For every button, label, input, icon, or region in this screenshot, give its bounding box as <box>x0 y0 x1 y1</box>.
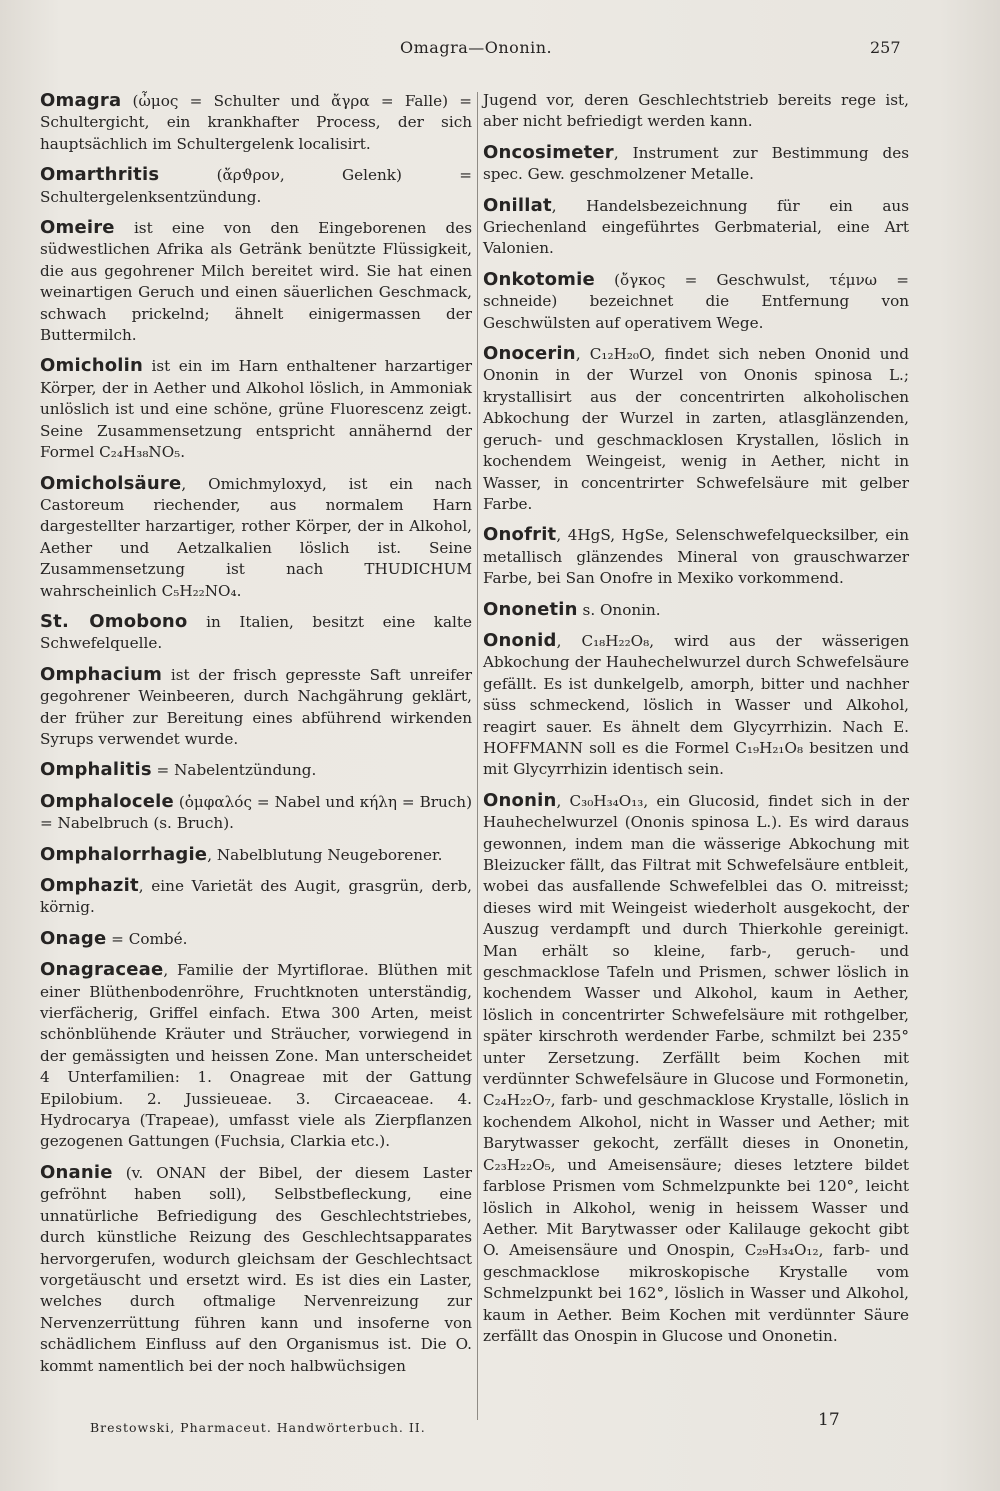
headword: Omphalorrhagie <box>40 843 208 865</box>
entry-text: ist der frisch gepresste Saft unreifer gegohrener Weinbeeren, durch Nachgährung geklärt, der früher zur Bereitung eines abführend wirkenden Syrups verwendet wurde. <box>40 665 472 748</box>
headword: Omicholin <box>40 355 144 377</box>
entry-text: (ὀμφαλός = Nabel und κήλη = Bruch) = Nabelbruch (s. Bruch). <box>40 792 472 833</box>
entry-text: , 4HgS, HgSe, Selenschwefelquecksilber, ein metallisch glänzendes Mineral von grauschwarzer Farbe, bei San Onofre in Mexiko vorkommend. <box>483 526 909 588</box>
entry-onagraceae <box>40 959 472 1153</box>
column-divider <box>477 92 478 1420</box>
entry-oncosimeter <box>483 142 909 186</box>
headword: Omphalocele <box>40 790 174 812</box>
headword: Omagra <box>40 90 122 111</box>
entry-text: , Instrument zur Bestimmung des spec. Gew. geschmolzener Metalle. <box>483 143 909 184</box>
headword: Oncosimeter <box>483 141 614 163</box>
entry-omarthritis <box>40 164 472 208</box>
page-number: 257 <box>870 38 901 57</box>
entry-text: (ὄγκος = Geschwulst, τέμνω = schneide) bezeichnet die Entfernung von Geschwülsten auf operativem Wege. <box>483 270 909 332</box>
headword: Omphalitis <box>40 759 152 781</box>
entry-omobono <box>40 611 472 655</box>
entry-onillat <box>483 195 909 260</box>
entry-omicholsaeure <box>40 473 472 602</box>
headword: Onkotomie <box>483 268 595 290</box>
headword: Omarthritis <box>40 164 160 186</box>
entry-text: = Combé. <box>106 929 188 948</box>
imprint: Brestowski, Pharmaceut. Handwörterbuch. II. <box>90 1420 426 1435</box>
entry-omphalocele <box>40 791 472 835</box>
entry-text: in Italien, besitzt eine kalte Schwefelquelle. <box>40 612 472 653</box>
entry-onofrit <box>483 524 909 589</box>
entry-text: (ἄρϑρον, Gelenk) = Schultergelenksentzündung. <box>40 166 472 206</box>
entry-text: , C₁₈H₂₂O₈, wird aus der wässerigen Abkochung der Hauhechelwurzel durch Schwefelsäure gefällt. Es ist dunkelgelb, amorph, bitter und nachher süss schmeckend, löslich in Wasser und Alkohol, reagirt sauer. Es ähnelt dem Glycyrrhizin. Nach E. HOFFMANN soll es die Formel C₁₉H₂₁O₈ besitzen und mit Glycyrrhizin identisch sein. <box>483 631 909 779</box>
headword: Ononid <box>483 629 557 651</box>
entry-onkotomie <box>483 269 909 334</box>
headword: Onofrit <box>483 524 557 546</box>
entry-onocerin <box>483 343 909 515</box>
entry-text: , C₁₂H₂₀O, findet sich neben Ononid und Ononin in der Wurzel von Ononis spinosa L.; krystallisirt aus der concentrirten alkoholischen Abkochung der Wurzel in zarten, atlasglänzenden, geruch- und geschmacklosen Krystallen, löslich in kochendem Weingeist, wenig in Aether, nicht in Wasser, in concentrirter Schwefelsäure mit gelber Farbe. <box>483 345 909 513</box>
entry-text: s. Ononin. <box>577 600 661 619</box>
entry-omicholin <box>40 355 472 463</box>
entry-onage <box>40 928 472 950</box>
entry-text: (ὦμος = Schulter und ἄγρα = Falle) = Schultergicht, ein krankhafter Process, der sich hauptsächlich im Schultergelenk localisirt. <box>40 92 472 153</box>
sheet-signature: 17 <box>818 1410 840 1430</box>
entry-omphalorrhagie <box>40 844 472 866</box>
entry-omphacium <box>40 664 472 751</box>
headword: Onagraceae <box>40 959 164 981</box>
headword: Onage <box>40 927 107 949</box>
headword: Omeire <box>40 217 115 239</box>
entry-text: (v. ONAN der Bibel, der diesem Laster gefröhnt haben soll), Selbstbefleckung, eine unnatürliche Befriedigung des Geschlechtstriebes, durch künstliche Reizung des Geschlechtsapparates hervorgerufen, wodurch gleichsam der Geschlechtsact vorgetäuscht und ersetzt wird. Es ist dies ein Laster, welches durch oftmalige Nervenreizung zur Nervenzerrüttung führen kann und insoferne von schädlichem Einfluss auf den Organismus ist. Die O. kommt namentlich bei der noch halbwüchsigen <box>40 1163 472 1375</box>
headword: Omphazit <box>40 875 139 896</box>
entry-text: ist eine von den Eingeborenen des südwestlichen Afrika als Getränk benützte Flüssigkeit, die aus gegohrener Milch bereitet wird. Sie hat einen weinartigen Geruch und einen säuerlichen Geschmack, schwach prickelnd; ähnelt einigermassen der Buttermilch. <box>40 219 472 345</box>
running-title: Omagra—Ononin. <box>400 38 553 57</box>
headword: Omphacium <box>40 663 163 685</box>
entry-ononin <box>483 790 909 1348</box>
entry-omphalitis <box>40 759 472 781</box>
entry-ononid <box>483 630 909 781</box>
page-header <box>0 38 1000 64</box>
entry-text: , Familie der Myrtiflorae. Blüthen mit einer Blüthenbodenröhre, Fruchtknoten unterständig, vierfächerig, Griffel einfach. Etwa 300 Arten, meist schönblühende Kräuter und Sträucher, vorwiegend in der gemässigten und heissen Zone. Man unterscheidet 4 Unterfamilien: 1. Onagreae mit der Gattung Epilobium. 2. Jussieueae. 3. Circaeaceae. 4. Hydrocarya (Trapeae), umfasst viele als Zierpflanzen gezogenen Gattungen (Fuchsia, Clarkia etc.). <box>40 961 472 1151</box>
entry-text: , eine Varietät des Augit, grasgrün, derb, körnig. <box>40 877 472 917</box>
headword: Onanie <box>40 1161 113 1183</box>
continuation-text: Jugend vor, deren Geschlechtstrieb bereits rege ist, aber nicht befriedigt werden kann. <box>483 91 909 131</box>
entry-omeire <box>40 217 472 346</box>
headword: Onillat <box>483 194 552 216</box>
right-column <box>483 90 909 1356</box>
entry-text: = Nabelentzündung. <box>151 761 317 780</box>
entry-onanie <box>40 1162 472 1377</box>
headword: Ononin <box>483 789 557 811</box>
left-column <box>40 90 472 1386</box>
entry-omphazit <box>40 875 472 919</box>
entry-text: , C₃₀H₃₄O₁₃, ein Glucosid, findet sich in der Hauhechelwurzel (Ononis spinosa L.). Es wird daraus gewonnen, indem man die wässerige Abkochung mit Bleizucker fällt, das Filtrat mit Schwefelsäure entbleit, wobei das ausfallende Schwefelblei das O. mitreisst; dieses wird mit Weingeist wiederholt ausgekocht, der Auszug verdampft und durch Thierkohle gereinigt. Man erhält so kleine, farb-, geruch- und geschmacklose Tafeln und Prismen, schwer löslich in kochendem Wasser und Alkohol, kaum in Aether, löslich in concentrirter Schwefelsäure mit rothgelber, später kirschroth werdender Farbe, schmilzt bei 235° unter Zersetzung. Zerfällt beim Kochen mit verdünnter Schwefelsäure in Glucose und Formonetin, C₂₄H₂₂O₇, farb- und geschmacklose Krystalle, löslich in kochendem Alkohol, nicht in Wasser und Aether; mit Barytwasser gekocht, zerfällt dieses in Ononetin, C₂₃H₂₂O₅, und Ameisensäure; dieses letztere bildet farblose Prismen vom Schmelzpunkte bei 120°, leicht löslich in Alkohol, wenig in heissem Wasser und Aether. Mit Barytwasser oder Kalilauge gekocht gibt O. Ameisensäure und Onospin, C₂₉H₃₄O₁₂, farb- und geschmacklose mikroskopische Krystalle vom Schmelzpunkt bei 162°, löslich in Wasser und Alkohol, kaum in Aether. Beim Kochen mit verdünnter Säure zerfällt das Onospin in Glucose und Ononetin. <box>483 791 909 1345</box>
entry-text: , Omichmyloxyd, ist ein nach Castoreum riechender, aus normalem Harn dargestellter harzartiger, rother Körper, der in Alkohol, Aether und Aetzalkalien löslich ist. Seine Zusammensetzung ist nach THUDICHUM wahrscheinlich C₅H₂₂NO₄. <box>40 474 472 600</box>
headword: Onocerin <box>483 343 576 365</box>
headword: Ononetin <box>483 598 578 620</box>
entry-ononetin <box>483 599 909 621</box>
headword: St. Omobono <box>40 610 188 632</box>
headword: Omicholsäure <box>40 472 182 494</box>
entry-omagra <box>40 90 472 155</box>
entry-text: , Nabelblutung Neugeborener. <box>207 845 443 864</box>
entry-text: ist ein im Harn enthaltener harzartiger Körper, der in Aether und Alkohol löslich, in Ammoniak unlöslich ist und eine schöne, grüne Fluorescenz zeigt. Seine Zusammensetzung entspricht annähernd der Formel C₂₄H₃₈NO₅. <box>40 357 472 462</box>
entry-text: , Handelsbezeichnung für ein aus Griechenland eingeführtes Gerbmaterial, eine Art Valonien. <box>483 196 909 258</box>
